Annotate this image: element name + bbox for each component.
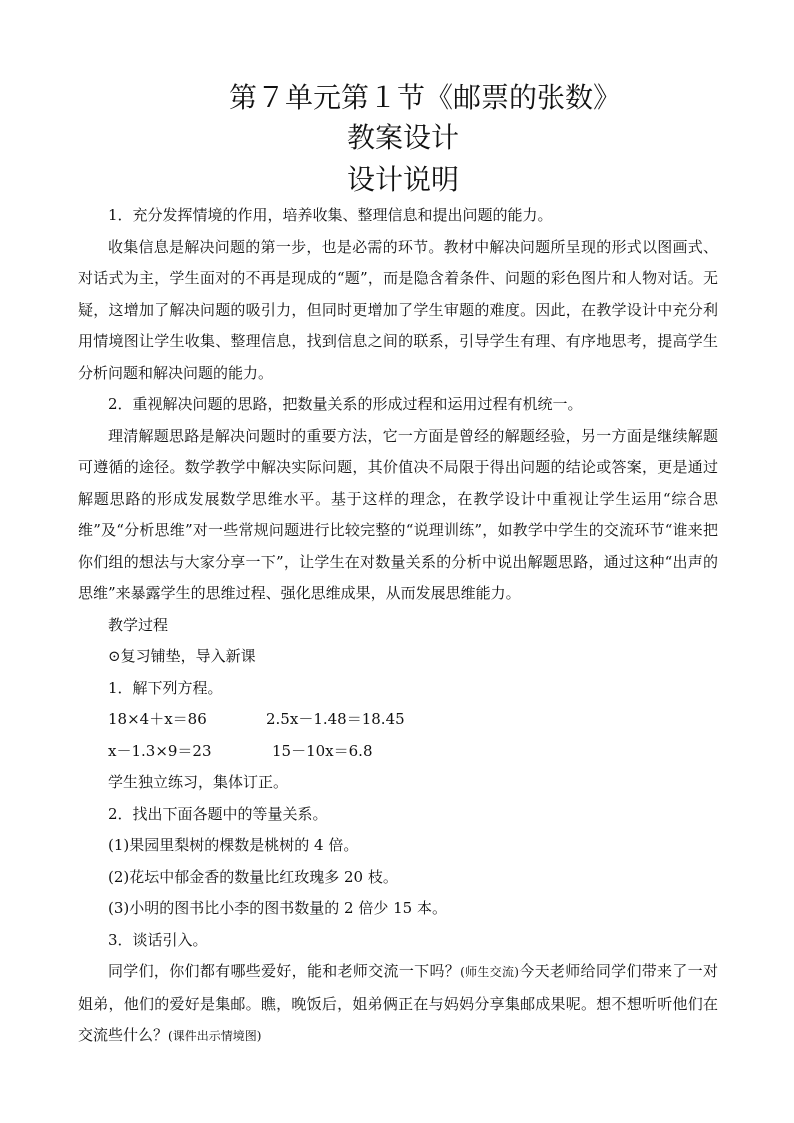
paragraph-point-1: 1．充分发挥情境的作用，培养收集、整理信息和提出问题的能力。 <box>108 206 553 224</box>
equation-2a: x－1.3×9＝23 <box>108 741 212 760</box>
teaching-process-heading: 教学过程 <box>108 615 169 634</box>
exercise-1-heading: 1．解下列方程。 <box>108 678 223 697</box>
practice-note: 学生独立练习，集体订正。 <box>108 773 289 791</box>
lesson-subtitle: 教案设计 <box>346 121 459 154</box>
equation-row-2 <box>78 736 718 768</box>
exercise-2-item-1: (1)果园里梨树的棵数是桃树的 4 倍。 <box>108 836 359 854</box>
equation-2b: 15－10x＝6.8 <box>272 741 373 760</box>
equation-row-1 <box>78 704 718 736</box>
document-body <box>78 200 718 1053</box>
paragraph-point-2-detail: 理清解题思路是解决问题时的重要方法，它一方面是曾经的解题经验，另一方面是继续解题可遵循的途径。数学教学中解决实际问题，其价值决不局限于得出问题的结论或答案，更是通过解题思路的形成发展数学思维水平。基于这样的理念，在教学设计中重视让学生运用“综合思维”及“分析思维”对一些常规问题进行比较完整的“说理训练”，如教学中学生的交流环节“谁来把你们组的想法与大家分享一下”，让学生在对数量关系的分析中说出解题思路，通过这种“出声的思维”来暴露学生的思维过程、强化思维成果，从而发展思维能力。 <box>78 426 718 602</box>
intro-text-1: 同学们，你们都有哪些爱好，能和老师交流一下吗？ <box>108 962 461 980</box>
paragraph-point-2: 2．重视解决问题的思路，把数量关系的形成过程和运用过程有机统一。 <box>108 395 583 413</box>
review-heading: ⊙复习铺垫，导入新课 <box>108 647 256 665</box>
exercise-2-item-3: (3)小明的图书比小李的图书数量的 2 倍少 15 本。 <box>108 899 447 917</box>
exercise-2-heading: 2．找出下面各题中的等量关系。 <box>108 804 328 823</box>
intro-note-1: (师生交流) <box>460 965 519 979</box>
equation-1b: 2.5x－1.48＝18.45 <box>266 710 405 728</box>
section-heading: 设计说明 <box>346 163 459 196</box>
introduction-paragraph <box>78 956 718 1053</box>
exercise-3-heading: 3．谈话引入。 <box>108 930 208 949</box>
equation-1a: 18×4＋x＝86 <box>108 710 207 728</box>
intro-note-2: (课件出示情境图) <box>168 1029 262 1043</box>
lesson-title: 第７单元第１节《邮票的张数》 <box>228 81 621 114</box>
paragraph-point-1-detail: 收集信息是解决问题的第一步，也是必需的环节。教材中解决问题所呈现的形式以图画式、对话式为主，学生面对的不再是现成的“题”，而是隐含着条件、问题的彩色图片和人物对话。无疑，这增加了解决问题的吸引力，但同时更增加了学生审题的难度。因此，在教学设计中充分利用情境图让学生收集、整理信息，找到信息之间的联系，引导学生有理、有序地思考，提高学生分析问题和解决问题的能力。 <box>78 237 718 382</box>
intro-text-2: 今天老师给同学们带来了一对姐弟，他们的爱好是集邮。瞧，晚饭后，姐弟俩正在与妈妈分享集邮成果呢。想不想听听他们在交流些什么？ <box>78 962 718 1044</box>
exercise-2-item-2: (2)花坛中郁金香的数量比红玫瑰多 20 枝。 <box>108 867 398 886</box>
